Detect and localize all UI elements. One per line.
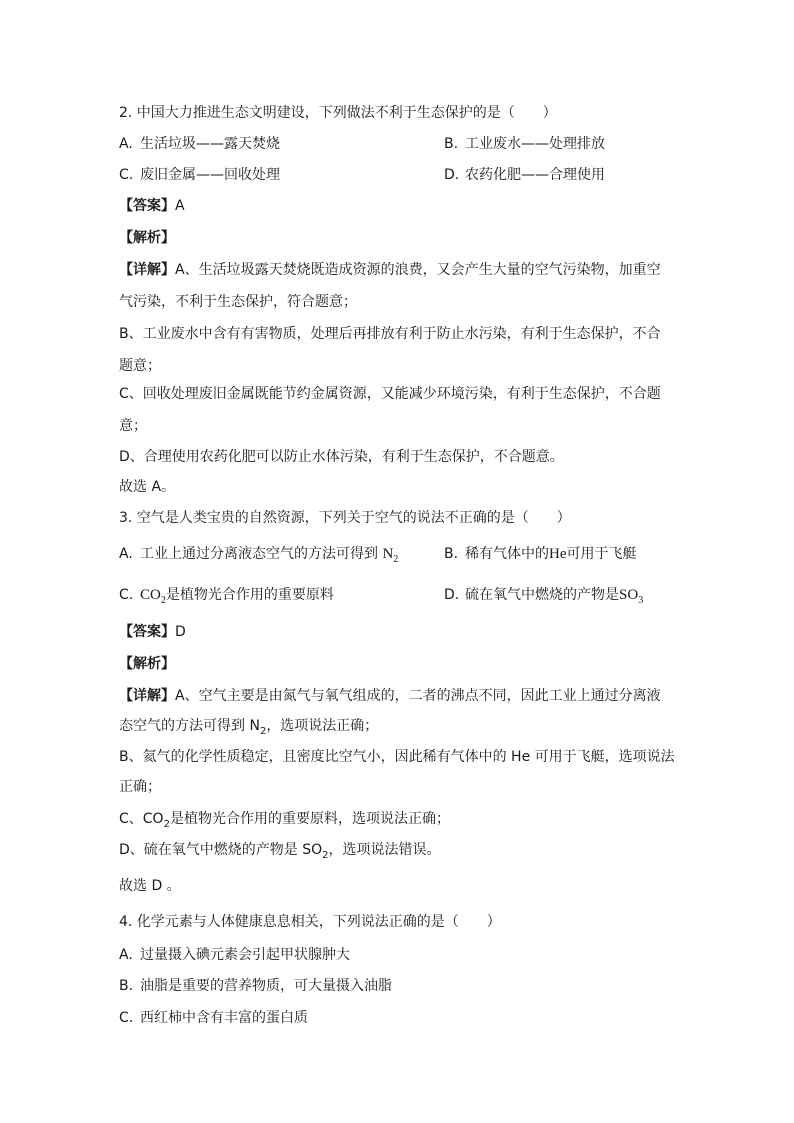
q3-option-c (119, 585, 334, 607)
option-label: B. (119, 978, 134, 994)
q2-option-b (444, 134, 605, 154)
option-label: A. (119, 947, 133, 963)
chem-formula: $SO_3$ (619, 587, 644, 606)
q2-answer (119, 196, 185, 216)
q2-conclusion: 故选 A。 (119, 479, 176, 495)
option-text: 西红柿中含有丰富的蛋白质 (140, 1010, 308, 1026)
q3-answer (119, 622, 186, 642)
answer-value: D (175, 624, 186, 640)
chem-formula: He (549, 546, 567, 562)
answer-tag: 【答案】 (119, 198, 175, 214)
option-label: B. (444, 546, 459, 562)
q2-option-a (119, 134, 280, 154)
q2-detail-c2: 意； (119, 418, 147, 434)
option-text: 硫在氧气中燃烧的产物是 (465, 587, 619, 603)
q2-option-d (444, 165, 605, 185)
answer-tag: 【答案】 (119, 624, 175, 640)
q4-option-a (119, 945, 350, 965)
q3-detail-a1 (119, 686, 661, 706)
option-label: A. (119, 136, 133, 152)
option-text: 可用于飞艇 (566, 546, 637, 562)
detail-tag: 【详解】 (119, 262, 175, 278)
q3-detail-b2: 正确； (119, 779, 161, 795)
option-text: 工业废水——处理排放 (465, 136, 605, 152)
q3-option-a (119, 544, 398, 566)
detail-text: A、生活垃圾露天焚烧既造成资源的浪费，又会产生大量的空气污染物，加重空 (175, 262, 661, 278)
q2-detail-b1: B、工业废水中含有有害物质，处理后再排放有利于防止水污染，有利于生态保护，不合 (119, 326, 661, 342)
q3-option-b (444, 544, 637, 564)
option-text: 废旧金属——回收处理 (140, 167, 280, 183)
option-text: 生活垃圾——露天焚烧 (140, 136, 280, 152)
option-label: C. (119, 587, 134, 603)
option-label: D. (444, 587, 460, 603)
chem-formula: $CO_2$ (140, 587, 166, 606)
q4-stem: 4. 化学元素与人体健康息息相关，下列说法正确的是（ ） (119, 914, 501, 930)
q2-detail-a2: 气污染，不利于生态保护，符合题意； (119, 294, 357, 310)
q3-detail-b1: B、氦气的化学性质稳定，且密度比空气小，因此稀有气体中的 He 可用于飞艇，选项说法 (119, 749, 675, 765)
option-label: D. (444, 167, 460, 183)
detail-tag: 【详解】 (119, 688, 175, 704)
q2-detail-b2: 题意； (119, 358, 161, 374)
option-text: 油脂是重要的营养物质，可大量摄入油脂 (140, 978, 392, 994)
option-text: 过量摄入碘元素会引起甲状腺肿大 (140, 947, 350, 963)
option-label: C. (119, 167, 134, 183)
q3-conclusion: 故选 D 。 (119, 878, 181, 894)
q3-detail-c: C、$CO_2$是植物光合作用的重要原料，选项说法正确； (119, 811, 450, 830)
q2-detail-d1: D、合理使用农药化肥可以防止水体污染，有利于生态保护，不合题意。 (119, 449, 564, 465)
q3-stem: 3. 空气是人类宝贵的自然资源，下列关于空气的说法不正确的是（ ） (119, 510, 571, 526)
q2-analysis-tag: 【解析】 (119, 230, 175, 246)
q2-detail-c1: C、回收处理废旧金属既能节约金属资源，又能减少环境污染，有利于生态保护，不合题 (119, 386, 661, 402)
q3-detail-a2: 态空气的方法可得到 $N_2$，选项说法正确； (119, 718, 379, 737)
option-text: 农药化肥——合理使用 (465, 167, 605, 183)
q3-analysis-tag: 【解析】 (119, 656, 175, 672)
option-text: 工业上通过分离液态空气的方法可得到 (140, 546, 378, 562)
option-label: A. (119, 546, 133, 562)
q2-detail-a1 (119, 260, 661, 280)
chem-formula: $N_2$ (382, 546, 399, 565)
option-label: B. (444, 136, 459, 152)
q4-option-b (119, 976, 392, 996)
option-text: 是植物光合作用的重要原料 (165, 587, 334, 603)
q3-detail-d: D、硫在氧气中燃烧的产物是 $SO_2$，选项说法错误。 (119, 842, 441, 861)
q2-option-c (119, 165, 280, 185)
q2-stem: 2. 中国大力推进生态文明建设，下列做法不利于生态保护的是（ ） (119, 105, 557, 121)
option-label: C. (119, 1010, 134, 1026)
answer-value: A (175, 198, 185, 214)
option-text: 稀有气体中的 (465, 546, 549, 562)
detail-text: A、空气主要是由氮气与氧气组成的，二者的沸点不同，因此工业上通过分离液 (175, 688, 661, 704)
q3-option-d (444, 585, 643, 607)
q4-option-c (119, 1008, 308, 1028)
